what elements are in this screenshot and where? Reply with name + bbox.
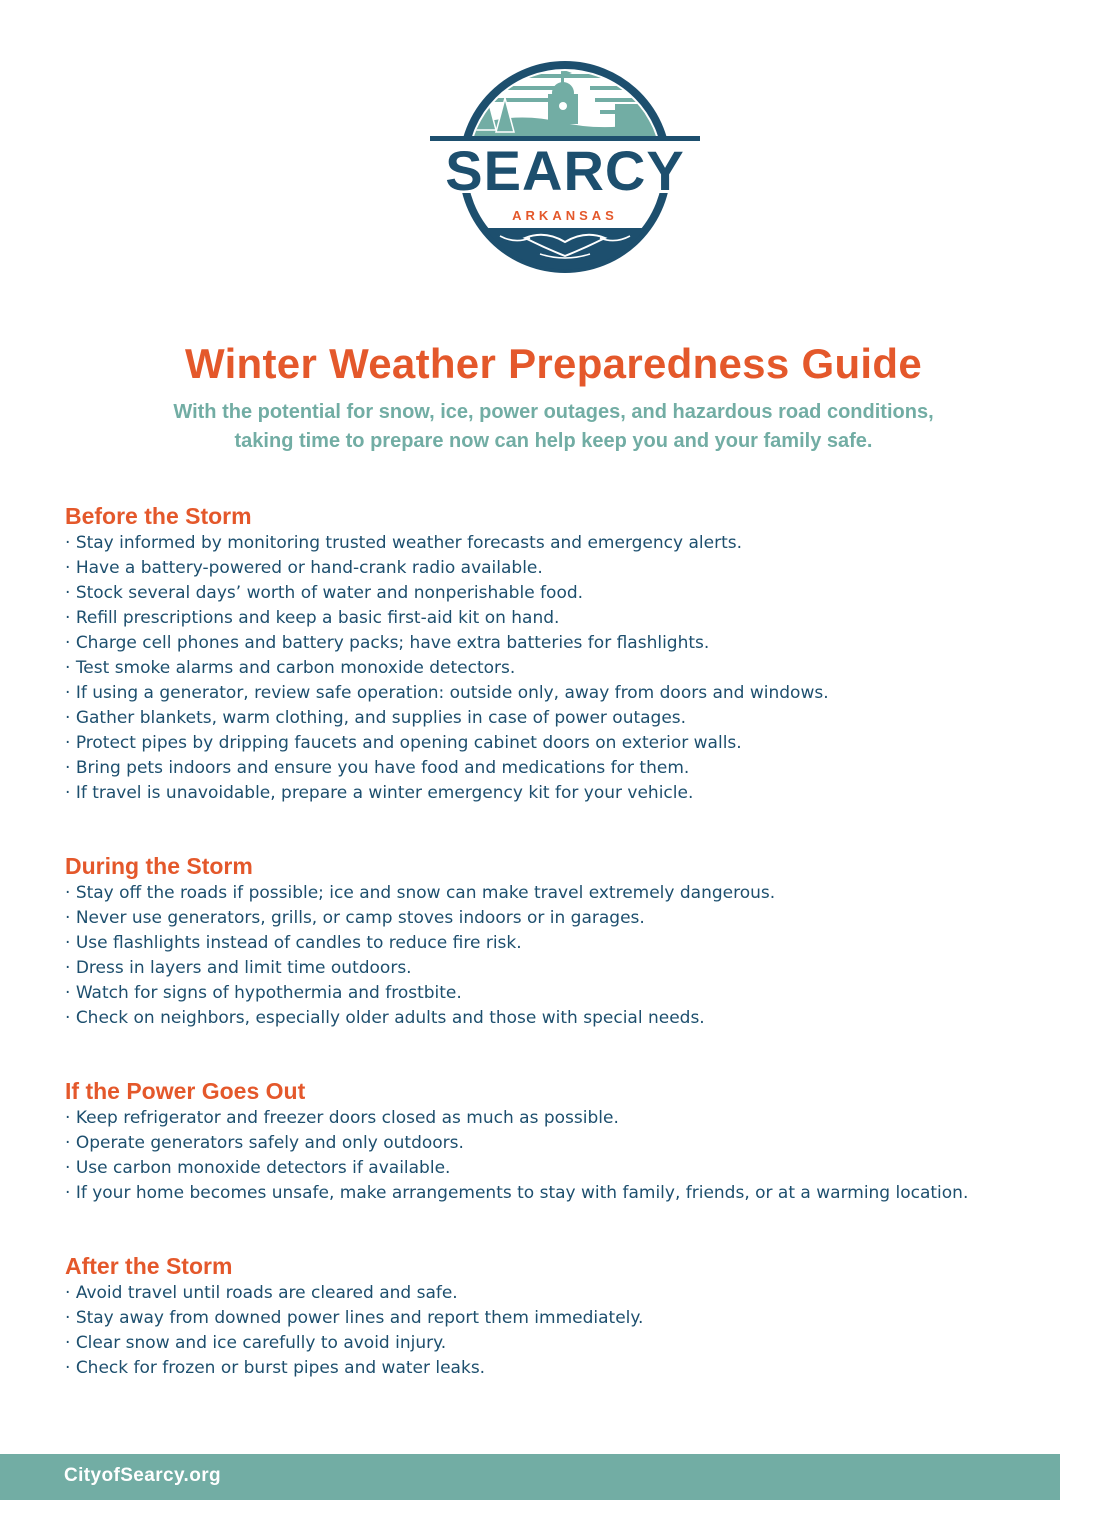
list-item: · If travel is unavoidable, prepare a winter emergency kit for your vehicle. bbox=[65, 781, 1065, 806]
list-item: · Operate generators safely and only outdoors. bbox=[65, 1131, 1065, 1156]
section-during-storm bbox=[65, 852, 1065, 1031]
list-item: · Check on neighbors, especially older adults and those with special needs. bbox=[65, 1006, 1065, 1031]
section-heading: After the Storm bbox=[65, 1253, 233, 1279]
list-item: · Dress in layers and limit time outdoors. bbox=[65, 956, 1065, 981]
list-item: · Gather blankets, warm clothing, and supplies in case of power outages. bbox=[65, 706, 1065, 731]
footer-bar bbox=[0, 1454, 1060, 1500]
list-item: · Stay informed by monitoring trusted weather forecasts and emergency alerts. bbox=[65, 531, 1065, 556]
page-subtitle bbox=[0, 398, 1107, 456]
subtitle-line-2: taking time to prepare now can help keep you and your family safe. bbox=[234, 430, 873, 452]
page-title: Winter Weather Preparedness Guide bbox=[185, 340, 922, 387]
list-item: · Stay off the roads if possible; ice and snow can make travel extremely dangerous. bbox=[65, 881, 1065, 906]
bullet-list bbox=[65, 1106, 1065, 1206]
list-item: · If using a generator, review safe operation: outside only, away from doors and windows. bbox=[65, 681, 1065, 706]
subtitle-line-1: With the potential for snow, ice, power outages, and hazardous road conditions, bbox=[173, 401, 934, 423]
list-item: · Test smoke alarms and carbon monoxide detectors. bbox=[65, 656, 1065, 681]
section-heading: If the Power Goes Out bbox=[65, 1078, 306, 1104]
list-item: · Refill prescriptions and keep a basic first-aid kit on hand. bbox=[65, 606, 1065, 631]
logo-state-name: ARKANSAS bbox=[512, 208, 618, 223]
list-item: · Never use generators, grills, or camp stoves indoors or in garages. bbox=[65, 906, 1065, 931]
list-item: · Check for frozen or burst pipes and water leaks. bbox=[65, 1356, 1065, 1381]
list-item: · Charge cell phones and battery packs; have extra batteries for flashlights. bbox=[65, 631, 1065, 656]
searcy-arkansas-logo bbox=[430, 60, 700, 274]
section-before-storm bbox=[65, 502, 1065, 806]
section-heading: During the Storm bbox=[65, 853, 253, 879]
section-after-storm bbox=[65, 1252, 1065, 1381]
list-item: · Have a battery-powered or hand-crank radio available. bbox=[65, 556, 1065, 581]
list-item: · If your home becomes unsafe, make arrangements to stay with family, friends, or at a warming location. bbox=[65, 1181, 1065, 1206]
list-item: · Use carbon monoxide detectors if available. bbox=[65, 1156, 1065, 1181]
list-item: · Clear snow and ice carefully to avoid injury. bbox=[65, 1331, 1065, 1356]
bullet-list bbox=[65, 531, 1065, 806]
footer-website-link[interactable]: CityofSearcy.org bbox=[64, 1465, 222, 1486]
list-item: · Stay away from downed power lines and report them immediately. bbox=[65, 1306, 1065, 1331]
list-item: · Protect pipes by dripping faucets and opening cabinet doors on exterior walls. bbox=[65, 731, 1065, 756]
list-item: · Stock several days’ worth of water and nonperishable food. bbox=[65, 581, 1065, 606]
bullet-list bbox=[65, 881, 1065, 1031]
list-item: · Bring pets indoors and ensure you have food and medications for them. bbox=[65, 756, 1065, 781]
list-item: · Keep refrigerator and freezer doors closed as much as possible. bbox=[65, 1106, 1065, 1131]
bullet-list bbox=[65, 1281, 1065, 1381]
list-item: · Watch for signs of hypothermia and frostbite. bbox=[65, 981, 1065, 1006]
list-item: · Use flashlights instead of candles to reduce fire risk. bbox=[65, 931, 1065, 956]
section-heading: Before the Storm bbox=[65, 503, 252, 529]
section-power-outage bbox=[65, 1077, 1065, 1206]
logo-city-name: SEARCY bbox=[445, 139, 685, 202]
list-item: · Avoid travel until roads are cleared and safe. bbox=[65, 1281, 1065, 1306]
